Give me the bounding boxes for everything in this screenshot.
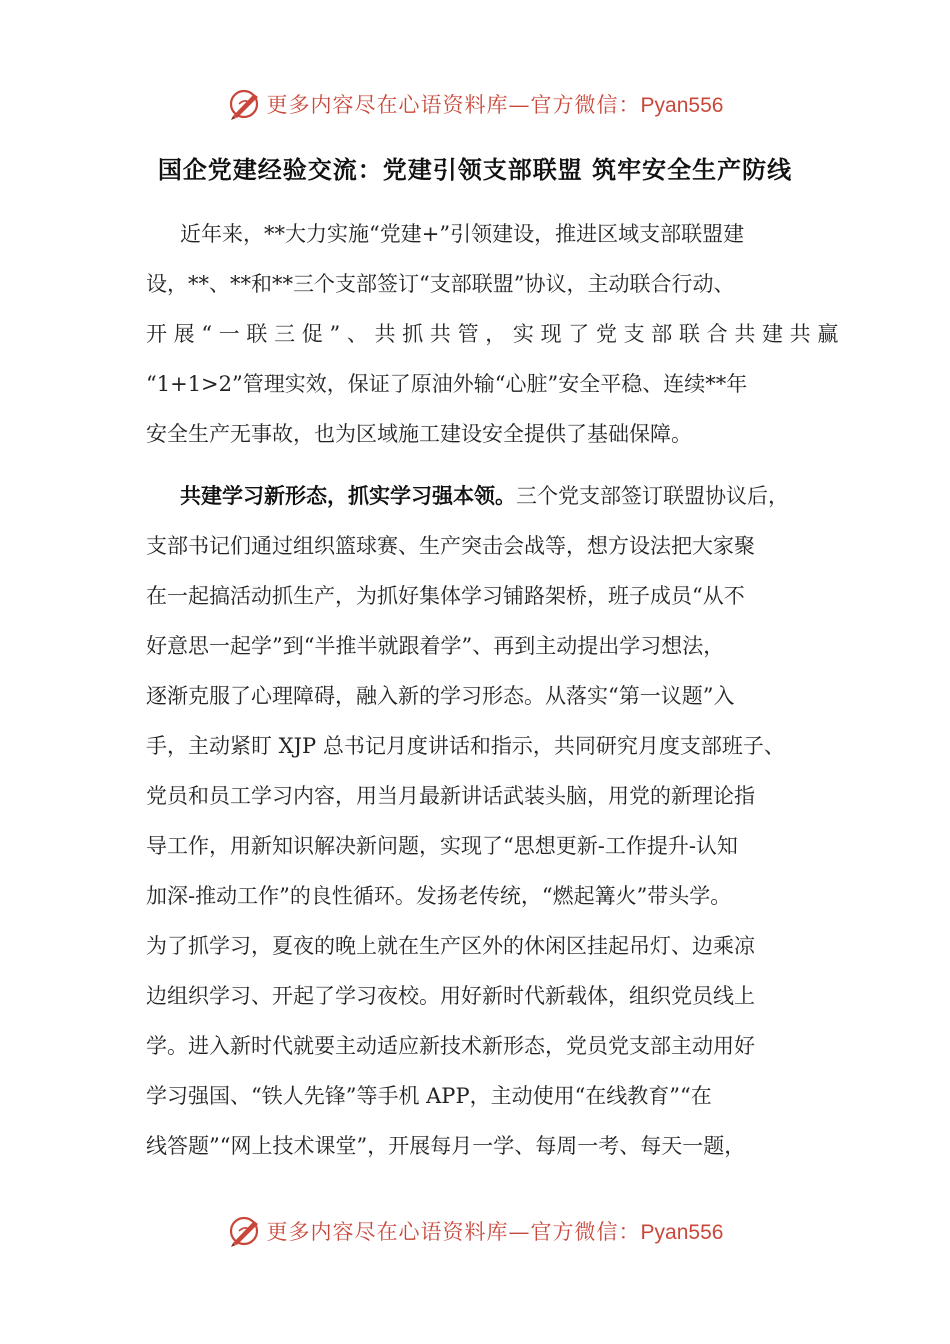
text-line: 加深-推动工作”的良性循环。发扬老传统，“燃起篝火”带头学。: [146, 884, 732, 908]
text-line: 线答题”“网上技术课堂”，开展每月一学、每周一考、每天一题，: [146, 1134, 746, 1158]
pen-logo-icon: [227, 1213, 263, 1249]
text-line: 支部书记们通过组织篮球赛、生产突击会战等，想方设法把大家聚: [146, 534, 755, 558]
text-line: 为了抓学习，夏夜的晚上就在生产区外的休闲区挂起吊灯、边乘凉: [146, 934, 755, 958]
paragraph-study: [146, 471, 814, 1171]
paragraph-lead: 共建学习新形态，抓实学习强本领。: [180, 484, 516, 508]
document-title: 国企党建经验交流：党建引领支部联盟 筑牢安全生产防线: [157, 156, 793, 184]
text-line: 近年来，**大力实施“党建+”引领建设，推进区域支部联盟建: [180, 222, 745, 246]
text-line: [146, 471, 814, 521]
text-line: 设，**、**和**三个支部签订“支部联盟”协议，主动联合行动、: [146, 272, 735, 296]
text-line: 手，主动紧盯 XJP 总书记月度讲话和指示，共同研究月度支部班子、: [146, 734, 785, 758]
text-line: 在一起搞活动抓生产，为抓好集体学习铺路架桥，班子成员“从不: [146, 584, 745, 608]
watermark-text: 更多内容尽在心语资料库—官方微信：Pyan556: [266, 93, 724, 117]
text-line: 导工作，用新知识解决新问题，实现了“思想更新-工作提升-认知: [146, 834, 738, 858]
text-line: 开 展 “ 一 联 三 促 ” 、 共 抓 共 管 ， 实 现 了 党 支 部 联 合 共 建 共 赢: [146, 322, 839, 346]
text-line: 学。进入新时代就要主动适应新技术新形态，党员党支部主动用好: [146, 1034, 755, 1058]
watermark-footer: [0, 1211, 950, 1251]
text-line: “1+1>2”管理实效，保证了原油外输“心脏”安全平稳、连续**年: [146, 372, 748, 396]
watermark-header: [0, 84, 950, 124]
pen-logo-icon: [227, 86, 263, 122]
text-line: 好意思一起学”到“半推半就跟着学”、再到主动提出学习想法，: [146, 634, 725, 658]
text-line: 安全生产无事故，也为区域施工建设安全提供了基础保障。: [146, 422, 692, 446]
text-line: 逐渐克服了心理障碍，融入新的学习形态。从落实“第一议题”入: [146, 684, 735, 708]
text-line: 学习强国、“铁人先锋”等手机 APP，主动使用“在线教育”“在: [146, 1084, 712, 1108]
paragraph-intro: [146, 209, 839, 459]
text-line: 党员和员工学习内容，用当月最新讲话武装头脑，用党的新理论指: [146, 784, 755, 808]
text-span: 三个党支部签订联盟协议后，: [516, 484, 789, 508]
text-line: 边组织学习、开起了学习夜校。用好新时代新载体，组织党员线上: [146, 984, 755, 1008]
watermark-text: 更多内容尽在心语资料库—官方微信：Pyan556: [266, 1220, 724, 1244]
